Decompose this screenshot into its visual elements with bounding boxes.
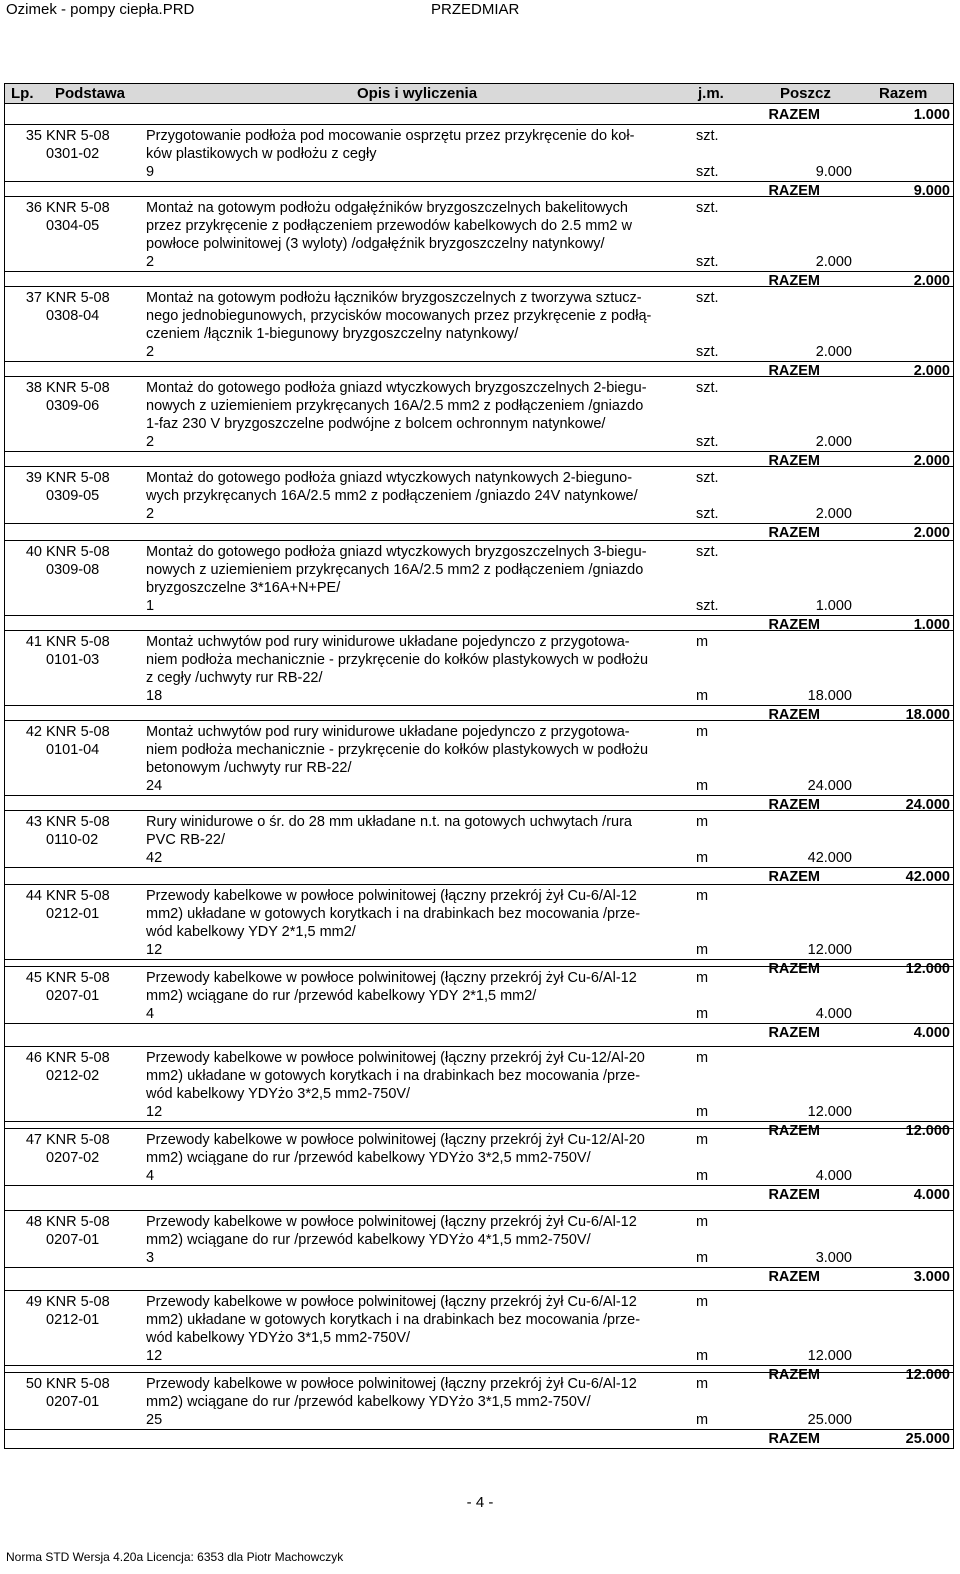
item-poszcz: 3.000 xyxy=(815,1250,852,1266)
item-lp: 41 xyxy=(25,634,42,650)
item-lp: 50 xyxy=(25,1376,42,1392)
col-opis: Opis i wyliczenia xyxy=(357,85,478,102)
item-razem-label: RAZEM xyxy=(768,869,820,885)
razem-value: 1.000 xyxy=(913,107,950,123)
item-calc-unit: szt. xyxy=(696,254,719,270)
item-unit: szt. xyxy=(696,470,719,486)
item-razem-value: 12.000 xyxy=(905,961,950,977)
item-lp: 35 xyxy=(25,128,42,144)
col-razem: Razem xyxy=(879,85,928,102)
item-lp: 45 xyxy=(25,970,42,986)
item-unit: m xyxy=(696,1050,709,1066)
item-unit: m xyxy=(696,1294,709,1310)
item-unit: szt. xyxy=(696,380,719,396)
item-calc-value: 4 xyxy=(146,1006,155,1022)
item-razem-label: RAZEM xyxy=(768,1269,820,1285)
item-razem-value: 2.000 xyxy=(913,273,950,289)
item-calc-value: 12 xyxy=(146,942,163,958)
item-poszcz: 25.000 xyxy=(807,1412,852,1428)
item-block xyxy=(4,1372,954,1449)
item-description-line: Montaż do gotowego podłoża gniazd wtyczkowych bryzgoszczelnych 3-biegu- xyxy=(146,544,647,560)
item-razem-label: RAZEM xyxy=(768,1431,820,1447)
item-podstawa-code: KNR 5-08 xyxy=(46,724,110,740)
item-unit: m xyxy=(696,1376,709,1392)
item-podstawa-code: KNR 5-08 xyxy=(46,470,110,486)
item-description-line: wód kabelkowy YDY 2*1,5 mm2/ xyxy=(146,924,356,940)
item-description-line: Montaż uchwytów pod rury winidurowe układane pojedynczo z przygotowa- xyxy=(146,634,630,650)
item-podstawa-number: 0207-01 xyxy=(46,988,100,1004)
item-podstawa-code: KNR 5-08 xyxy=(46,544,110,560)
item-calc-unit: m xyxy=(696,778,709,794)
item-description-line: Przewody kabelkowe w powłoce polwinitowej (łączny przekrój żył Cu-12/Al-20 xyxy=(146,1050,645,1066)
item-calc-value: 2 xyxy=(146,254,155,270)
item-lp: 37 xyxy=(25,290,42,306)
item-calc-value: 2 xyxy=(146,434,155,450)
item-description-line: 1-faz 230 V bryzgoszczelne podwójne z bolcem ochronnym natynkowe/ xyxy=(146,416,606,432)
item-razem-value: 2.000 xyxy=(913,525,950,541)
item-calc-unit: szt. xyxy=(696,344,719,360)
item-description-line: bryzgoszczelne 3*16A+N+PE/ xyxy=(146,580,341,596)
page-number: - 4 - xyxy=(466,1494,494,1511)
item-podstawa-number: 0301-02 xyxy=(46,146,100,162)
item-description-line: mm2) wciągane do rur /przewód kabelkowy YDYżo 3*1,5 mm2-750V/ xyxy=(146,1394,591,1410)
item-calc-unit: m xyxy=(696,1412,709,1428)
item-block xyxy=(4,884,954,977)
item-calc-value: 42 xyxy=(146,850,163,866)
item-calc-value: 12 xyxy=(146,1104,163,1120)
item-razem-value: 9.000 xyxy=(913,183,950,199)
item-podstawa-number: 0207-01 xyxy=(46,1394,100,1410)
item-razem-label: RAZEM xyxy=(768,707,820,723)
item-calc-value: 3 xyxy=(146,1250,155,1266)
item-block xyxy=(4,540,954,633)
item-razem-value: 42.000 xyxy=(905,869,950,885)
item-calc-unit: m xyxy=(696,1250,709,1266)
item-description-line: Przewody kabelkowe w powłoce polwinitowej (łączny przekrój żył Cu-6/Al-12 xyxy=(146,1294,637,1310)
item-unit: m xyxy=(696,1132,709,1148)
item-description-line: wód kabelkowy YDYżo 3*2,5 mm2-750V/ xyxy=(146,1086,411,1102)
item-block xyxy=(4,630,954,723)
item-razem-label: RAZEM xyxy=(768,1187,820,1203)
item-description-line: z cegły /uchwyty rur RB-22/ xyxy=(146,670,323,686)
item-description-line: niem podłoża mechanicznie - przykręcenie do kołków plastykowych w podłożu xyxy=(146,652,649,668)
item-podstawa-number: 0309-05 xyxy=(46,488,100,504)
item-description-line: mm2) układane w gotowych korytkach i na drabinkach bez mocowania /prze- xyxy=(146,1312,641,1328)
item-podstawa-code: KNR 5-08 xyxy=(46,1050,110,1066)
item-calc-unit: szt. xyxy=(696,164,719,180)
col-jm: j.m. xyxy=(698,85,724,102)
item-description-line: Montaż uchwytów pod rury winidurowe układane pojedynczo z przygotowa- xyxy=(146,724,630,740)
item-description-line: mm2) wciągane do rur /przewód kabelkowy YDYżo 4*1,5 mm2-750V/ xyxy=(146,1232,591,1248)
item-block xyxy=(4,1210,954,1290)
item-description-line: Przewody kabelkowe w powłoce polwinitowej (łączny przekrój żył Cu-12/Al-20 xyxy=(146,1132,645,1148)
item-description-line: Montaż do gotowego podłoża gniazd wtyczkowych natynkowych 2-biegunо- xyxy=(146,470,633,486)
item-razem-value: 12.000 xyxy=(905,1123,950,1139)
item-lp: 48 xyxy=(25,1214,42,1230)
item-calc-unit: m xyxy=(696,942,709,958)
item-description-line: niem podłoża mechanicznie - przykręcenie do kołków plastykowych w podłożu xyxy=(146,742,649,758)
item-calc-unit: m xyxy=(696,1104,709,1120)
item-poszcz: 42.000 xyxy=(807,850,852,866)
item-description-line: mm2) wciągane do rur /przewód kabelkowy YDY 2*1,5 mm2/ xyxy=(146,988,537,1004)
item-podstawa-number: 0101-04 xyxy=(46,742,100,758)
item-lp: 38 xyxy=(25,380,42,396)
item-unit: m xyxy=(696,888,709,904)
item-lp: 49 xyxy=(25,1294,42,1310)
razem-label: RAZEM xyxy=(768,107,820,123)
item-description-line: Przewody kabelkowe w powłoce polwinitowej (łączny przekrój żył Cu-6/Al-12 xyxy=(146,970,637,986)
item-block xyxy=(4,1290,954,1383)
item-lp: 47 xyxy=(25,1132,42,1148)
item-lp: 44 xyxy=(25,888,42,904)
col-lp: Lp. xyxy=(11,85,34,102)
item-poszcz: 12.000 xyxy=(807,942,852,958)
item-calc-value: 2 xyxy=(146,506,155,522)
table-border-left xyxy=(4,104,5,1449)
item-razem-value: 1.000 xyxy=(913,617,950,633)
header-left: Ozimek - pompy ciepła.PRD xyxy=(6,1,195,18)
item-podstawa-code: KNR 5-08 xyxy=(46,128,110,144)
item-podstawa-number: 0212-01 xyxy=(46,1312,100,1328)
item-poszcz: 12.000 xyxy=(807,1348,852,1364)
item-calc-value: 1 xyxy=(146,598,155,614)
item-podstawa-code: KNR 5-08 xyxy=(46,1214,110,1230)
item-razem-value: 18.000 xyxy=(905,707,950,723)
item-block xyxy=(4,720,954,813)
footer-license: Norma STD Wersja 4.20a Licencja: 6353 dla Piotr Machowczyk xyxy=(6,1550,344,1564)
item-lp: 39 xyxy=(25,470,42,486)
item-poszcz: 2.000 xyxy=(815,434,852,450)
item-razem-value: 24.000 xyxy=(905,797,950,813)
item-description-line: powłoce polwinitowej (3 wyloty) /odgałęźnik bryzgoszczelny natynkowy/ xyxy=(146,236,605,252)
item-block xyxy=(4,124,954,199)
item-razem-value: 25.000 xyxy=(905,1431,950,1447)
item-calc-value: 2 xyxy=(146,344,155,360)
item-poszcz: 2.000 xyxy=(815,506,852,522)
item-poszcz: 4.000 xyxy=(815,1168,852,1184)
item-calc-unit: m xyxy=(696,688,709,704)
item-description-line: Przewody kabelkowe w powłoce polwinitowej (łączny przekrój żył Cu-6/Al-12 xyxy=(146,1214,637,1230)
item-razem-label: RAZEM xyxy=(768,961,820,977)
item-unit: m xyxy=(696,724,709,740)
item-unit: m xyxy=(696,814,709,830)
item-calc-value: 24 xyxy=(146,778,163,794)
item-razem-label: RAZEM xyxy=(768,617,820,633)
item-block xyxy=(4,376,954,469)
item-lp: 36 xyxy=(25,200,42,216)
item-lp: 43 xyxy=(25,814,42,830)
item-podstawa-number: 0207-01 xyxy=(46,1232,100,1248)
col-podstawa: Podstawa xyxy=(55,85,126,102)
item-unit: szt. xyxy=(696,290,719,306)
item-description-line: betonowym /uchwyty rur RB-22/ xyxy=(146,760,352,776)
item-calc-value: 9 xyxy=(146,164,155,180)
item-poszcz: 9.000 xyxy=(815,164,852,180)
item-podstawa-code: KNR 5-08 xyxy=(46,970,110,986)
item-razem-value: 12.000 xyxy=(905,1367,950,1383)
item-razem-label: RAZEM xyxy=(768,797,820,813)
item-lp: 46 xyxy=(25,1050,42,1066)
item-description-line: czeniem /łącznik 1-biegunowy bryzgoszczelny natynkowy/ xyxy=(146,326,519,342)
item-razem-label: RAZEM xyxy=(768,453,820,469)
item-podstawa-code: KNR 5-08 xyxy=(46,290,110,306)
item-calc-value: 12 xyxy=(146,1348,163,1364)
item-razem-label: RAZEM xyxy=(768,1025,820,1041)
item-podstawa-code: KNR 5-08 xyxy=(46,380,110,396)
item-description-line: Montaż do gotowego podłoża gniazd wtyczkowych bryzgoszczelnych 2-biegu- xyxy=(146,380,647,396)
item-block xyxy=(4,196,954,289)
item-podstawa-number: 0309-06 xyxy=(46,398,100,414)
item-calc-unit: m xyxy=(696,850,709,866)
item-calc-unit: m xyxy=(696,1168,709,1184)
item-razem-value: 2.000 xyxy=(913,453,950,469)
item-calc-unit: m xyxy=(696,1006,709,1022)
item-description-line: mm2) wciągane do rur /przewód kabelkowy YDYżo 3*2,5 mm2-750V/ xyxy=(146,1150,591,1166)
item-poszcz: 2.000 xyxy=(815,344,852,360)
item-podstawa-code: KNR 5-08 xyxy=(46,814,110,830)
item-unit: m xyxy=(696,634,709,650)
item-block xyxy=(4,466,954,540)
item-description-line: Montaż na gotowym podłożu odgałęźników bryzgoszczelnych bakelitowych xyxy=(146,200,628,216)
item-description-line: nowych z uziemieniem przykręcanych 16A/2.5 mm2 z podłączeniem /gniazdo xyxy=(146,398,644,414)
item-podstawa-number: 0101-03 xyxy=(46,652,100,668)
item-razem-label: RAZEM xyxy=(768,525,820,541)
item-description-line: wych przykręcanych 16A/2.5 mm2 z podłączeniem /gniazdo 24V natynkowe/ xyxy=(146,488,638,504)
item-calc-unit: m xyxy=(696,1348,709,1364)
item-calc-value: 4 xyxy=(146,1168,155,1184)
item-poszcz: 2.000 xyxy=(815,254,852,270)
item-description-line: PVC RB-22/ xyxy=(146,832,225,848)
item-calc-unit: szt. xyxy=(696,598,719,614)
item-description-line: Montaż na gotowym podłożu łączników bryzgoszczelnych z tworzywa sztucz- xyxy=(146,290,642,306)
item-podstawa-number: 0304-05 xyxy=(46,218,100,234)
item-calc-value: 25 xyxy=(146,1412,163,1428)
item-block xyxy=(4,286,954,379)
item-razem-value: 3.000 xyxy=(913,1269,950,1285)
item-block xyxy=(4,966,954,1046)
item-lp: 40 xyxy=(25,544,42,560)
item-poszcz: 18.000 xyxy=(807,688,852,704)
column-header-row xyxy=(4,83,954,104)
item-poszcz: 1.000 xyxy=(815,598,852,614)
col-poszcz: Poszcz xyxy=(780,85,831,102)
item-podstawa-code: KNR 5-08 xyxy=(46,634,110,650)
item-podstawa-code: KNR 5-08 xyxy=(46,1132,110,1148)
item-podstawa-code: KNR 5-08 xyxy=(46,888,110,904)
item-description-line: Przewody kabelkowe w powłoce polwinitowej (łączny przekrój żył Cu-6/Al-12 xyxy=(146,888,637,904)
item-unit: m xyxy=(696,970,709,986)
item-podstawa-number: 0309-08 xyxy=(46,562,100,578)
header-center: PRZEDMIAR xyxy=(431,1,520,18)
item-description-line: nego jednobiegunowych, przycisków mocowanych przez przykręcenie z podłą- xyxy=(146,308,652,324)
item-podstawa-number: 0212-02 xyxy=(46,1068,100,1084)
item-unit: szt. xyxy=(696,200,719,216)
item-podstawa-number: 0110-02 xyxy=(46,832,99,848)
item-calc-value: 18 xyxy=(146,688,163,704)
item-description-line: wód kabelkowy YDYżo 3*1,5 mm2-750V/ xyxy=(146,1330,411,1346)
item-unit: m xyxy=(696,1214,709,1230)
item-description-line: nowych z uziemieniem przykręcanych 16A/2.5 mm2 z podłączeniem /gniazdo xyxy=(146,562,644,578)
item-poszcz: 12.000 xyxy=(807,1104,852,1120)
item-lp: 42 xyxy=(25,724,42,740)
item-description-line: przez przykręcenie z podłączeniem przewodów kabelkowych do 2.5 mm2 w xyxy=(146,218,632,234)
item-description-line: Rury winidurowe o śr. do 28 mm układane n.t. na gotowych uchwytach /rura xyxy=(146,814,632,830)
item-block xyxy=(4,1046,954,1139)
item-razem-value: 4.000 xyxy=(913,1025,950,1041)
item-poszcz: 24.000 xyxy=(807,778,852,794)
item-calc-unit: szt. xyxy=(696,434,719,450)
item-unit: szt. xyxy=(696,128,719,144)
item-podstawa-code: KNR 5-08 xyxy=(46,1376,110,1392)
item-podstawa-number: 0212-01 xyxy=(46,906,100,922)
item-description-line: Przewody kabelkowe w powłoce polwinitowej (łączny przekrój żył Cu-6/Al-12 xyxy=(146,1376,637,1392)
item-podstawa-code: KNR 5-08 xyxy=(46,1294,110,1310)
item-description-line: Przygotowanie podłoża pod mocowanie osprzętu przez przykręcenie do koł- xyxy=(146,128,635,144)
item-razem-label: RAZEM xyxy=(768,273,820,289)
item-razem-value: 4.000 xyxy=(913,1187,950,1203)
table-border-right xyxy=(953,104,954,1449)
item-description-line: mm2) układane w gotowych korytkach i na drabinkach bez mocowania /prze- xyxy=(146,906,641,922)
item-calc-unit: szt. xyxy=(696,506,719,522)
item-podstawa-number: 0207-02 xyxy=(46,1150,100,1166)
item-razem-label: RAZEM xyxy=(768,363,820,379)
item-description-line: ków plastikowych w podłożu z cegły xyxy=(146,146,377,162)
item-podstawa-number: 0308-04 xyxy=(46,308,100,324)
item-podstawa-code: KNR 5-08 xyxy=(46,200,110,216)
item-razem-value: 2.000 xyxy=(913,363,950,379)
item-razem-label: RAZEM xyxy=(768,1123,820,1139)
item-description-line: mm2) układane w gotowych korytkach i na drabinkach bez mocowania /prze- xyxy=(146,1068,641,1084)
item-block xyxy=(4,810,954,884)
item-poszcz: 4.000 xyxy=(815,1006,852,1022)
item-razem-label: RAZEM xyxy=(768,1367,820,1383)
item-razem-label: RAZEM xyxy=(768,183,820,199)
przedmiar-table xyxy=(4,104,954,1449)
item-block xyxy=(4,1128,954,1210)
item-unit: szt. xyxy=(696,544,719,560)
